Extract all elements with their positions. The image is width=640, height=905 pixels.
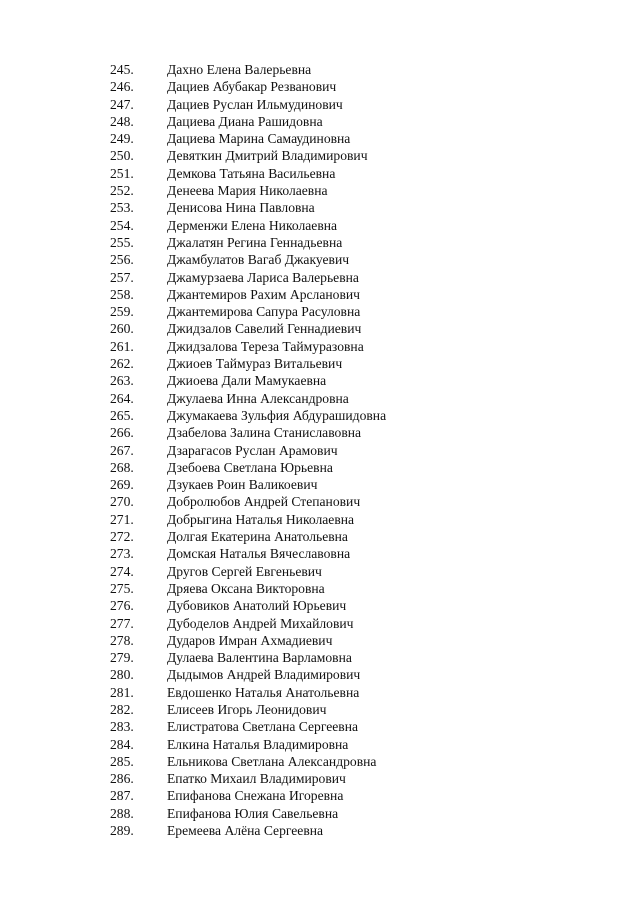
list-item (110, 580, 590, 597)
entry-number: 284. (110, 736, 134, 752)
entry-name: Дерменжи Елена Николаевна (167, 217, 338, 233)
entry-name: Джамбулатов Вагаб Джакуевич (167, 252, 350, 268)
list-item (110, 684, 590, 701)
entry-number: 274. (110, 563, 134, 579)
entry-name: Джумакаева Зульфия Абдурашидовна (167, 407, 387, 423)
entry-name: Демкова Татьяна Васильевна (167, 165, 336, 181)
entry-name: Епифанова Снежана Игоревна (167, 788, 344, 804)
entry-number: 245. (110, 62, 134, 77)
entry-number: 267. (110, 442, 134, 458)
entry-name: Елисеев Игорь Леонидович (167, 701, 327, 717)
list-item (110, 165, 590, 182)
list-item (110, 597, 590, 614)
list-item (110, 303, 590, 320)
entry-number: 263. (110, 373, 134, 389)
entry-number: 259. (110, 304, 134, 320)
entry-name: Дациев Руслан Ильмудинович (167, 96, 343, 112)
entry-number: 288. (110, 805, 134, 821)
entry-name: Джулаева Инна Александровна (167, 390, 349, 406)
entry-number: 268. (110, 459, 134, 475)
entry-name: Джиоева Дали Мамукаевна (167, 373, 327, 389)
list-item (110, 182, 590, 199)
list-item (110, 805, 590, 822)
entry-number: 289. (110, 823, 134, 839)
entry-number: 287. (110, 788, 134, 804)
entry-number: 279. (110, 650, 134, 666)
entry-name: Дзарагасов Руслан Арамович (167, 442, 338, 458)
list-item (110, 718, 590, 735)
entry-name: Ельникова Светлана Александровна (167, 753, 377, 769)
entry-name: Елистратова Светлана Сергеевна (167, 719, 359, 735)
entry-number: 280. (110, 667, 134, 683)
entry-number: 251. (110, 165, 134, 181)
list-item (110, 147, 590, 164)
list-item (110, 632, 590, 649)
entry-number: 285. (110, 753, 134, 769)
entry-number: 253. (110, 200, 134, 216)
entry-number: 247. (110, 96, 134, 112)
entry-name: Дахно Елена Валерьевна (167, 62, 312, 77)
entry-name: Джидзалов Савелий Геннадиевич (167, 321, 362, 337)
entry-name: Дударов Имран Ахмадиевич (167, 632, 333, 648)
entry-name: Епифанова Юлия Савельевна (167, 805, 339, 821)
entry-name: Еремеева Алёна Сергеевна (167, 823, 324, 839)
entry-number: 249. (110, 131, 134, 147)
list-item (110, 787, 590, 804)
entry-number: 273. (110, 546, 134, 562)
entry-name: Джалатян Регина Геннадьевна (167, 234, 343, 250)
list-item (110, 753, 590, 770)
list-item (110, 424, 590, 441)
list-item (110, 217, 590, 234)
entry-name: Дубовиков Анатолий Юрьевич (167, 598, 347, 614)
entry-number: 277. (110, 615, 134, 631)
entry-name: Дациева Диана Рашидовна (167, 113, 323, 129)
entry-name: Дациева Марина Самаудиновна (167, 131, 351, 147)
entry-number: 270. (110, 494, 134, 510)
entry-number: 255. (110, 234, 134, 250)
entry-number: 261. (110, 338, 134, 354)
entry-number: 250. (110, 148, 134, 164)
entry-name: Евдошенко Наталья Анатольевна (167, 684, 360, 700)
list-item (110, 286, 590, 303)
list-item (110, 113, 590, 130)
entry-number: 278. (110, 632, 134, 648)
entry-number: 248. (110, 113, 134, 129)
entry-name: Дряева Оксана Викторовна (167, 580, 325, 596)
entry-name: Дзукаев Роин Валикоевич (167, 477, 318, 493)
list-item (110, 78, 590, 95)
entry-name: Джидзалова Тереза Таймуразовна (167, 338, 364, 354)
list-item (110, 649, 590, 666)
entry-name: Домская Наталья Вячеславовна (167, 546, 351, 562)
list-item (110, 269, 590, 286)
list-item (110, 355, 590, 372)
name-list (110, 61, 590, 839)
entry-name: Другов Сергей Евгеньевич (167, 563, 322, 579)
list-item (110, 822, 590, 839)
list-item (110, 615, 590, 632)
entry-number: 266. (110, 425, 134, 441)
entry-name: Дулаева Валентина Варламовна (167, 650, 352, 666)
list-item (110, 459, 590, 476)
entry-number: 257. (110, 269, 134, 285)
entry-number: 272. (110, 529, 134, 545)
entry-name: Джамурзаева Лариса Валерьевна (167, 269, 359, 285)
entry-number: 254. (110, 217, 134, 233)
list-item (110, 199, 590, 216)
entry-number: 283. (110, 719, 134, 735)
entry-name: Денеева Мария Николаевна (167, 183, 328, 199)
list-item (110, 442, 590, 459)
entry-name: Добролюбов Андрей Степанович (167, 494, 361, 510)
entry-number: 265. (110, 407, 134, 423)
entry-name: Дубоделов Андрей Михайлович (167, 615, 354, 631)
list-item (110, 666, 590, 683)
entry-name: Долгая Екатерина Анатольевна (167, 529, 348, 545)
list-item (110, 736, 590, 753)
list-item (110, 493, 590, 510)
entry-number: 281. (110, 684, 134, 700)
entry-name: Дзабелова Залина Станиславовна (167, 425, 362, 441)
list-item (110, 545, 590, 562)
entry-number: 269. (110, 477, 134, 493)
entry-number: 286. (110, 771, 134, 787)
list-item (110, 407, 590, 424)
entry-number: 260. (110, 321, 134, 337)
entry-name: Добрыгина Наталья Николаевна (167, 511, 355, 527)
list-item (110, 390, 590, 407)
entry-name: Джиоев Таймураз Витальевич (167, 356, 343, 372)
list-item (110, 770, 590, 787)
entry-number: 258. (110, 286, 134, 302)
entry-name: Джантемирова Сапура Расуловна (167, 304, 361, 320)
list-item (110, 511, 590, 528)
entry-name: Дзебоева Светлана Юрьевна (167, 459, 333, 475)
list-item (110, 251, 590, 268)
list-item (110, 234, 590, 251)
entry-number: 271. (110, 511, 134, 527)
list-item (110, 338, 590, 355)
entry-name: Джантемиров Рахим Арсланович (167, 286, 360, 302)
entry-name: Епатко Михаил Владимирович (167, 771, 346, 787)
list-item (110, 320, 590, 337)
list-item (110, 528, 590, 545)
entry-name: Елкина Наталья Владимировна (167, 736, 349, 752)
list-item (110, 61, 590, 78)
entry-number: 256. (110, 252, 134, 268)
list-item (110, 130, 590, 147)
entry-number: 252. (110, 183, 134, 199)
entry-number: 276. (110, 598, 134, 614)
entry-name: Денисова Нина Павловна (167, 200, 315, 216)
entry-number: 275. (110, 580, 134, 596)
entry-name: Дациев Абубакар Резванович (167, 79, 337, 95)
entry-number: 262. (110, 356, 134, 372)
list-item (110, 701, 590, 718)
entry-name: Девяткин Дмитрий Владимирович (167, 148, 368, 164)
list-item (110, 372, 590, 389)
entry-number: 282. (110, 701, 134, 717)
list-item (110, 96, 590, 113)
list-item (110, 476, 590, 493)
entry-number: 246. (110, 79, 134, 95)
list-item (110, 563, 590, 580)
entry-name: Дыдымов Андрей Владимирович (167, 667, 361, 683)
entry-number: 264. (110, 390, 134, 406)
